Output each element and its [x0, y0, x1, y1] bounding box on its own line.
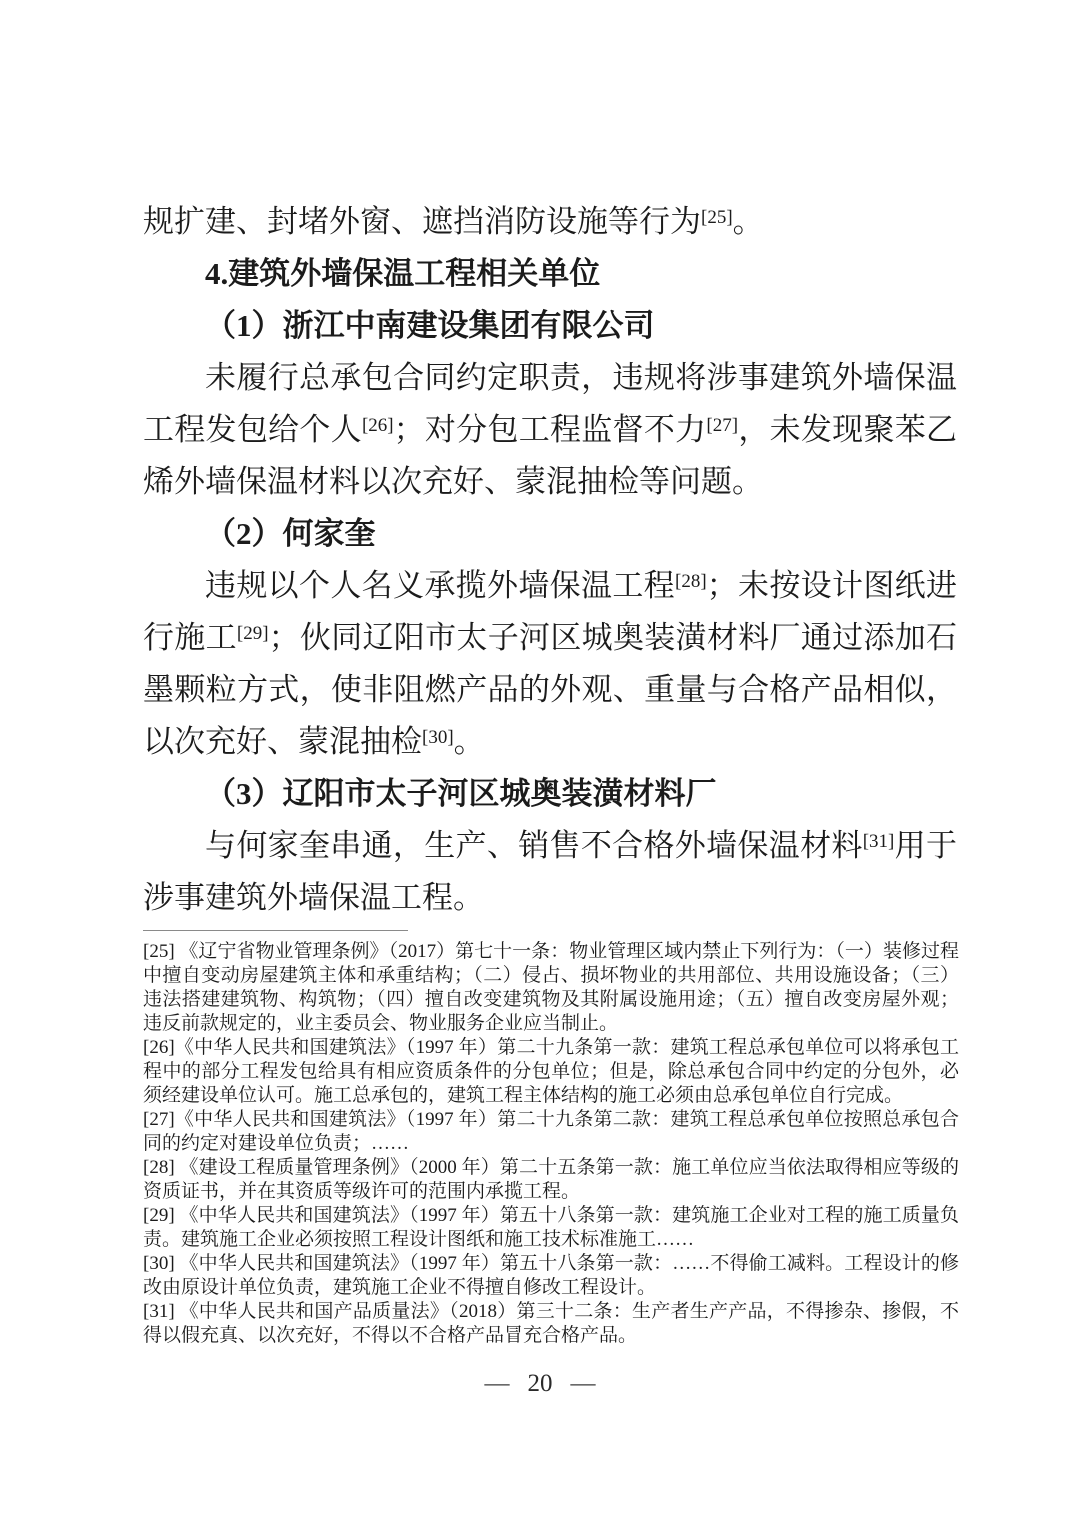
paragraph-text: ；伙同辽阳市太子河区城奥装潢材料厂通过添加石墨颗粒方式，使非阻燃产品的外观、重量与合格产品相似，以次充好、蒙混抽检 [143, 620, 958, 759]
footnote-marker: [26] [143, 1037, 175, 1058]
paragraph-section-1 [143, 352, 957, 508]
footnote-item-27 [143, 1108, 959, 1156]
paragraph-text: 用于涉事建筑外墙保温工程。 [143, 828, 957, 915]
footnote-text: 《中华人民共和国建筑法》（1997 年）第二十九条第一款：建筑工程总承包单位可以将承包工程中的部分工程发包给具有相应资质条件的分包单位；但是，除总承包合同中约定的分包外，必须经建设单位认可。施工总承包的，建筑工程主体结构的施工必须由总承包单位自行完成。 [143, 1037, 959, 1106]
footnote-item-26 [143, 1036, 959, 1108]
paragraph-text: 规扩建、封堵外窗、遮挡消防设施等行为 [143, 204, 701, 239]
footnote-ref-27: [27] [706, 415, 739, 437]
footnote-ref-30: [30] [422, 727, 454, 749]
footnote-text: 《建设工程质量管理条例》（2000 年）第二十五条第一款：施工单位应当依法取得相应等级的资质证书，并在其资质等级许可的范围内承揽工程。 [143, 1157, 959, 1202]
footnote-text: 《中华人民共和国产品质量法》（2018）第三十二条：生产者生产产品，不得掺杂、掺假，不得以假充真、以次充好，不得以不合格产品冒充合格产品。 [143, 1301, 959, 1346]
footnote-ref-29: [29] [236, 623, 269, 645]
footnote-ref-31: [31] [862, 831, 895, 853]
footnote-text: 《中华人民共和国建筑法》（1997 年）第二十九条第二款：建筑工程总承包单位按照总承包合同的约定对建设单位负责；…… [143, 1109, 959, 1154]
footnote-text: 《中华人民共和国建筑法》（1997 年）第五十八条第一款：建筑施工企业对工程的施工质量负责。建筑施工企业必须按照工程设计图纸和施工技术标准施工…… [143, 1205, 959, 1250]
footnote-text: 《辽宁省物业管理条例》（2017）第七十一条：物业管理区域内禁止下列行为：（一）装修过程中擅自变动房屋建筑主体和承重结构；（二）侵占、损坏物业的共用部位、共用设施设备；（三）违法搭建建筑物、构筑物；（四）擅自改变建筑物及其附属设施用途；（五）擅自改变房屋外观；违反前款规定的，业主委员会、物业服务企业应当制止。 [143, 941, 959, 1034]
paragraph-section-3 [143, 820, 957, 924]
paragraph-continuation [143, 196, 957, 248]
paragraph-text: 违规以个人名义承揽外墙保温工程 [205, 568, 676, 603]
footnote-ref-26: [26] [361, 415, 394, 437]
footnote-item-30 [143, 1252, 959, 1300]
footnote-marker: [31] [143, 1301, 175, 1322]
footnote-marker: [28] [143, 1157, 175, 1178]
document-body [143, 196, 957, 924]
paragraph-text: ；对分包工程监督不力 [393, 412, 707, 447]
paragraph-text: 未履行总承包合同约定职责，违规将涉事建筑外墙保温工程发包给个人 [143, 360, 957, 447]
footnote-item-25 [143, 940, 959, 1036]
subsection-heading-3: （3）辽阳市太子河区城奥装潢材料厂 [205, 776, 717, 811]
footnote-ref-28: [28] [675, 571, 707, 593]
subsection-heading-1: （1）浙江中南建设集团有限公司 [205, 308, 655, 343]
paragraph-text: ；未按设计图纸进行施工 [143, 568, 958, 655]
page-number-value: 20 [527, 1370, 553, 1397]
page-number-right-dash: — [570, 1370, 596, 1397]
footnote-marker: [27] [143, 1109, 175, 1130]
paragraph-section-2 [143, 560, 957, 768]
page-number [0, 1368, 1080, 1400]
paragraph-text: ，未发现聚苯乙烯外墙保温材料以次充好、蒙混抽检等问题。 [143, 412, 958, 499]
footnote-item-29 [143, 1204, 959, 1252]
footnote-text: 《中华人民共和国建筑法》（1997 年）第五十八条第一款：……不得偷工减料。工程设计的修改由原设计单位负责，建筑施工企业不得擅自修改工程设计。 [143, 1253, 959, 1298]
footnote-item-31 [143, 1300, 959, 1348]
paragraph-text: 。 [732, 204, 764, 239]
footnotes-block [143, 940, 959, 1348]
section-heading-4: 4.建筑外墙保温工程相关单位 [205, 256, 601, 291]
footnote-marker: [30] [143, 1253, 175, 1274]
footnote-marker: [25] [143, 941, 175, 962]
page-number-left-dash: — [484, 1370, 510, 1397]
paragraph-text: 。 [453, 724, 485, 759]
footnote-ref-25: [25] [701, 207, 733, 229]
paragraph-text: 与何家奎串通，生产、销售不合格外墙保温材料 [205, 828, 863, 863]
footnote-item-28 [143, 1156, 959, 1204]
footnote-separator [143, 930, 408, 931]
footnote-marker: [29] [143, 1205, 175, 1226]
subsection-heading-2: （2）何家奎 [205, 516, 376, 551]
